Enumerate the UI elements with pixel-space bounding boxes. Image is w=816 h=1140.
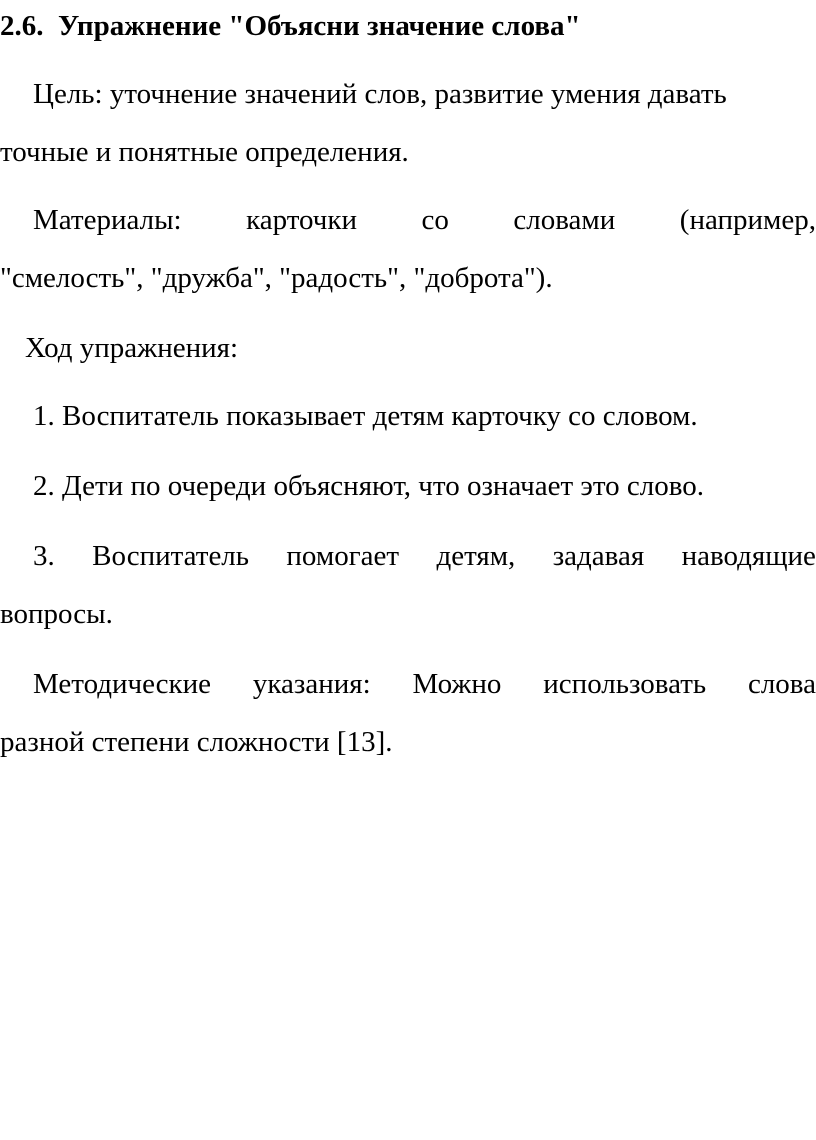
section-title: Упражнение "Объясни значение слова" [58,10,581,42]
goal-line-2: точные и понятные определения. [0,136,409,168]
procedure-step-2: 2. Дети по очереди объясняют, что означает это слово. [33,470,704,502]
materials-line-1 [33,206,816,235]
notes-word: использовать [543,668,707,700]
goal-line-1: Цель: уточнение значений слов, развитие умения давать [33,78,727,110]
notes-word: указания: [252,668,371,700]
step3-word: Воспитатель [92,540,250,572]
notes-word: Можно [412,668,502,700]
materials-word: карточки [246,204,357,236]
materials-word: Материалы: [33,204,182,236]
procedure-heading: Ход упражнения: [25,332,239,364]
step3-word: детям, [436,540,516,572]
procedure-step-3-line-1 [33,542,816,571]
step3-word: помогает [286,540,400,572]
procedure-step-3-line-2: вопросы. [0,598,113,630]
section-heading [0,12,816,41]
materials-word: (например, [679,204,816,236]
procedure-step-1: 1. Воспитатель показывает детям карточку со словом. [33,400,698,432]
section-number: 2.6. [0,10,44,42]
materials-line-2: "смелость", "дружба", "радость", "доброта"). [0,262,553,294]
notes-word: Методические [33,668,212,700]
step3-word: наводящие [681,540,816,572]
notes-line-1 [33,670,816,699]
materials-word: со [421,204,449,236]
notes-word: слова [747,668,816,700]
step3-word: 3. [33,540,55,572]
materials-word: словами [513,204,616,236]
notes-line-2: разной степени сложности [13]. [0,726,393,758]
step3-word: задавая [552,540,645,572]
